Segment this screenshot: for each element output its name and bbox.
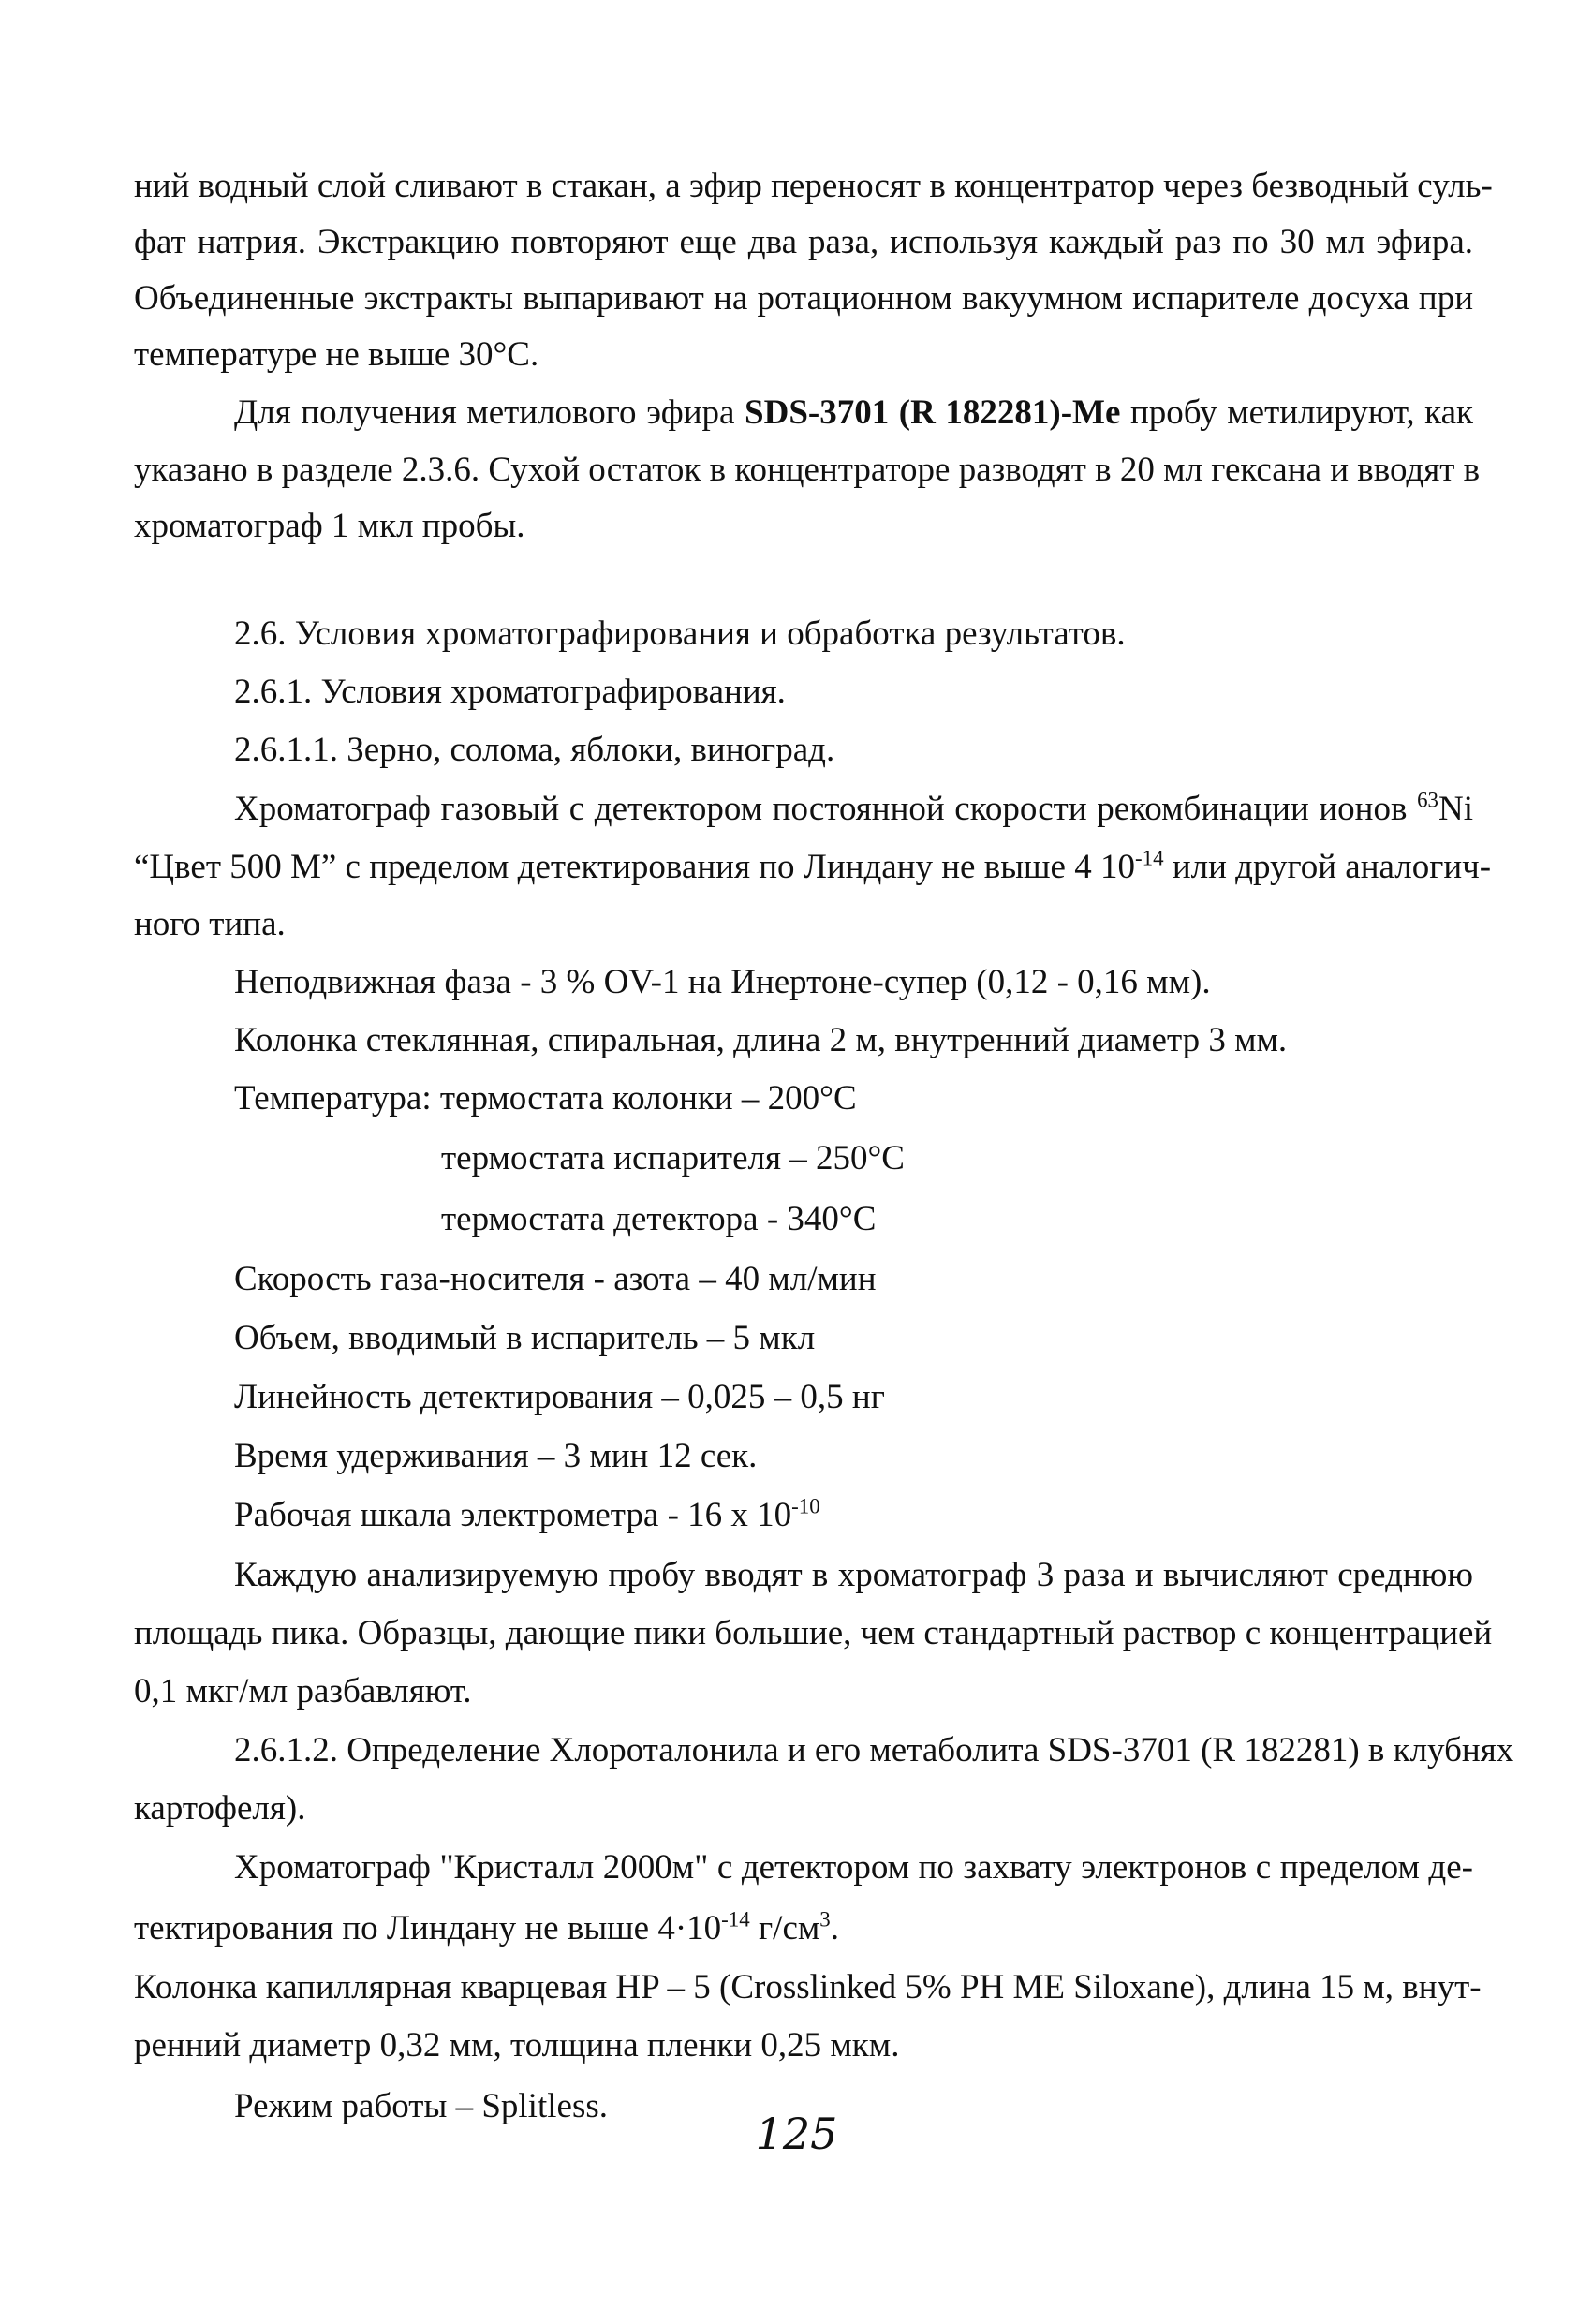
paragraph-6-line-2: ренний диаметр 0,32 мм, толщина пленки 0,25 мкм. — [134, 2026, 900, 2065]
heading-2-6-1-2-line-2: картофеля). — [134, 1789, 306, 1828]
p2-compound-bold: SDS-3701 (R 182281)-Me — [745, 393, 1121, 432]
paragraph-1-line-4: температуре не выше 30°С. — [134, 335, 539, 374]
p3-l2-text: “Цвет 500 М” с пределом детектирования по Линдану не выше 4 10 — [134, 848, 1135, 886]
column-spec: Колонка стеклянная, спиральная, длина 2 м, внутренний диаметр 3 мм. — [234, 1021, 1288, 1059]
heading-2-6-1-1: 2.6.1.1. Зерно, солома, яблоки, виноград. — [234, 731, 835, 769]
scale-exponent: -10 — [791, 1494, 820, 1518]
scale-text: Рабочая шкала электрометра - 16 х 10 — [234, 1496, 792, 1534]
paragraph-3-line-2 — [134, 846, 1492, 886]
temperature-evaporator: термостата испарителя – 250°С — [441, 1139, 905, 1177]
p5-period: . — [830, 1909, 840, 1947]
detection-linearity: Линейность детектирования – 0,025 – 0,5 нг — [234, 1378, 885, 1416]
paragraph-1-line-2: фат натрия. Экстракцию повторяют еще два раза, используя каждый раз по 30 мл эфира. — [134, 223, 1473, 261]
p5-exponent: -14 — [721, 1907, 750, 1932]
p5-unit-exponent: 3 — [819, 1907, 831, 1932]
paragraph-4-line-1: Каждую анализируемую пробу вводят в хроматограф 3 раза и вычисляют среднюю — [234, 1556, 1473, 1594]
carrier-gas-speed: Скорость газа-носителя - азота – 40 мл/мин — [234, 1260, 877, 1298]
paragraph-4-line-3: 0,1 мкг/мл разбавляют. — [134, 1672, 472, 1710]
temperature-detector: термостата детектора - 340°С — [441, 1200, 877, 1238]
retention-time: Время удерживания – 3 мин 12 сек. — [234, 1437, 758, 1475]
paragraph-3-line-1 — [234, 788, 1473, 828]
paragraph-1-line-3: Объединенные экстракты выпаривают на ротационном вакуумном испарителе досуха при — [134, 279, 1473, 318]
temperature-column: Температура: термостата колонки – 200°С — [234, 1079, 857, 1118]
p3-l1-element: Ni — [1438, 790, 1473, 828]
paragraph-5-line-2 — [134, 1907, 840, 1947]
exponent-superscript: -14 — [1134, 846, 1164, 870]
p3-l2-tail: или другой аналогич- — [1163, 848, 1492, 886]
paragraph-1-line-1: ний водный слой сливают в стакан, а эфир переносят в концентратор через безводный суль- — [134, 167, 1493, 205]
injection-volume: Объем, вводимый в испаритель – 5 мкл — [234, 1319, 816, 1357]
paragraph-3-line-3: ного типа. — [134, 905, 286, 943]
operating-mode: Режим работы – Splitless. — [234, 2087, 608, 2125]
p5-l2-text: тектирования по Линдану не выше 4·10 — [134, 1909, 722, 1947]
paragraph-2-line-1 — [234, 395, 1473, 430]
isotope-superscript: 63 — [1417, 788, 1438, 812]
paragraph-5-line-1: Хроматограф "Кристалл 2000м" с детектором по захвату электронов с пределом де- — [234, 1848, 1473, 1887]
stationary-phase: Неподвижная фаза - 3 % OV-1 на Инертоне-супер (0,12 - 0,16 мм). — [234, 963, 1211, 1001]
p3-l1-text: Хроматограф газовый с детектором постоянной скорости рекомбинации ионов — [234, 790, 1418, 828]
electrometer-scale — [234, 1494, 820, 1534]
paragraph-4-line-2: площадь пика. Образцы, дающие пики большие, чем стандартный раствор с концентрацией — [134, 1614, 1493, 1652]
paragraph-2-line-2: указано в разделе 2.3.6. Сухой остаток в концентраторе разводят в 20 мл гексана и вводят в — [134, 451, 1481, 489]
paragraph-2-line-3: хроматограф 1 мкл пробы. — [134, 507, 525, 545]
heading-2-6-1-2-line-1: 2.6.1.2. Определение Хлороталонила и его метаболита SDS-3701 (R 182281) в клубнях — [234, 1731, 1514, 1769]
p5-unit: г/см — [749, 1909, 820, 1947]
heading-2-6-1: 2.6.1. Условия хроматографирования. — [234, 673, 786, 711]
p2-text-c: пробу метилируют, как — [1120, 393, 1473, 432]
heading-2-6: 2.6. Условия хроматографирования и обработка результатов. — [234, 614, 1126, 653]
page-number: 125 — [755, 2109, 838, 2159]
p2-text-a: Для получения метилового эфира — [234, 393, 745, 432]
paragraph-6-line-1: Колонка капиллярная кварцевая HP – 5 (Crosslinked 5% PH ME Siloxane), длина 15 м, внут- — [134, 1968, 1482, 2006]
